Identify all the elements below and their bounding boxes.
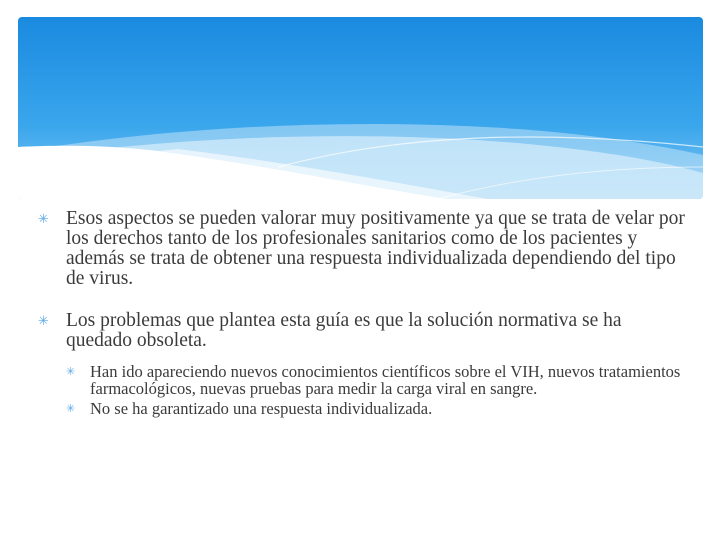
bullet-text: Esos aspectos se pueden valorar muy positivamente ya que se trata de velar por los derechos tanto de los profesionales sanitarios como de los pacientes y además se trata de obtener una respuesta individualizada dependiendo del tipo de virus.: [66, 208, 685, 289]
bullet-item: [38, 209, 688, 289]
slide-content: [38, 209, 688, 439]
header-wave-graphic: [18, 17, 703, 199]
bullet-text: Los problemas que plantea esta guía es que la solución normativa se ha quedado obsoleta.: [66, 310, 622, 351]
sub-bullet-list: [66, 363, 688, 417]
asterisk-bullet-icon: ✳: [38, 314, 49, 329]
sub-bullet-text: Han ido apareciendo nuevos conocimientos científicos sobre el VIH, nuevos tratamientos farmacológicos, nuevas pruebas para medir la carga viral en sangre.: [90, 362, 681, 398]
asterisk-bullet-icon: ✳: [38, 212, 49, 227]
bullet-list: [38, 209, 688, 417]
sub-bullet-item: [66, 363, 688, 397]
header-banner: [18, 17, 703, 199]
sub-bullet-text: No se ha garantizado una respuesta individualizada.: [90, 399, 433, 418]
sub-bullet-item: [66, 400, 688, 417]
asterisk-bullet-icon: ✳: [66, 402, 76, 415]
asterisk-bullet-icon: ✳: [66, 365, 76, 378]
bullet-item: [38, 311, 688, 417]
